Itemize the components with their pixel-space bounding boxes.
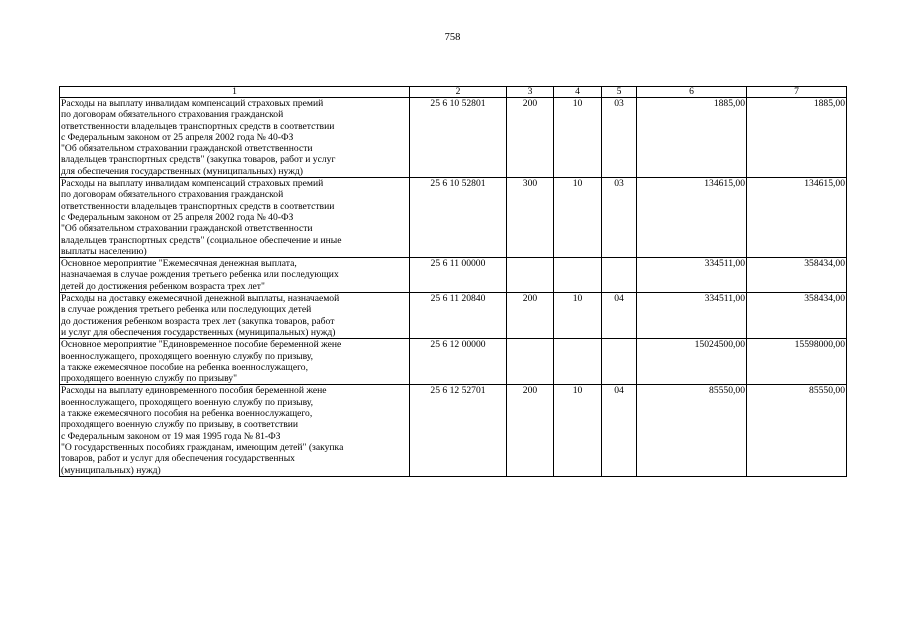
subsection-code: 04 [602,385,637,476]
description-line: в случае рождения третьего ребенка или последующих детей [61,304,312,316]
expense-description [60,178,410,258]
column-header-3: 3 [507,87,554,98]
amount-year-1: 334511,00 [637,293,747,339]
description-line: ответственности владельцев транспортных средств в соответствии [61,120,335,132]
amount-year-2: 1885,00 [747,98,847,178]
description-line: Расходы на выплату инвалидам компенсаций страховых премий [61,178,324,190]
section-code: 10 [554,293,602,339]
amount-year-2: 134615,00 [747,178,847,258]
description-line: товаров, работ и услуг для обеспечения государственных [61,453,295,465]
amount-year-1: 1885,00 [637,98,747,178]
description-line: владельцев транспортных средств" (социальное обеспечение и иные [61,234,342,246]
table-row [60,339,847,385]
expense-type-code [507,339,554,385]
table-row [60,178,847,258]
expense-description [60,339,410,385]
description-line: с Федеральным законом от 25 апреля 2002 года № 40-ФЗ [61,211,294,223]
expense-type-code: 200 [507,98,554,178]
page-number: 758 [444,32,461,43]
description-line: и услуг для обеспечения государственных (муниципальных) нужд) [61,326,336,338]
description-line: проходящего военную службу по призыву, в соответствии [61,419,299,431]
amount-year-1: 15024500,00 [637,339,747,385]
expense-description [60,258,410,293]
budget-classification-code: 25 6 12 00000 [410,339,507,385]
description-line: владельцев транспортных средств" (закупка товаров, работ и услуг [61,154,336,166]
description-line: по договорам обязательного страхования гражданской [61,109,284,121]
table-row [60,258,847,293]
budget-classification-code: 25 6 12 52701 [410,385,507,476]
description-line: а также ежемесячного пособия на ребенка военнослужащего, [61,408,313,420]
section-code [554,339,602,385]
amount-year-1: 85550,00 [637,385,747,476]
section-code: 10 [554,178,602,258]
amount-year-2: 85550,00 [747,385,847,476]
description-line: ответственности владельцев транспортных средств в соответствии [61,200,335,212]
subsection-code: 03 [602,98,637,178]
column-header-4: 4 [554,87,602,98]
amount-year-1: 334511,00 [637,258,747,293]
amount-year-2: 358434,00 [747,258,847,293]
table-body [60,98,847,477]
subsection-code [602,258,637,293]
table-row [60,98,847,178]
expense-description [60,385,410,476]
subsection-code: 03 [602,178,637,258]
header-row [60,87,847,98]
description-line: военнослужащего, проходящего военную службу по призыву, [61,396,314,408]
description-line: Расходы на выплату инвалидам компенсаций страховых премий [61,98,324,109]
description-line: "О государственных пособиях гражданам, имеющим детей" (закупка [61,441,344,453]
subsection-code: 04 [602,293,637,339]
table-header [60,87,847,98]
budget-classification-code: 25 6 11 20840 [410,293,507,339]
expense-description [60,293,410,339]
expense-description [60,98,410,178]
description-line: с Федеральным законом от 19 мая 1995 года № 81-ФЗ [61,430,281,442]
amount-year-1: 134615,00 [637,178,747,258]
description-line: Расходы на выплату единовременного пособия беременной жене [61,385,327,397]
expense-type-code: 200 [507,385,554,476]
description-line: для обеспечения государственных (муниципальных) нужд) [61,165,303,177]
description-line: "Об обязательном страховании гражданской ответственности [61,223,313,235]
description-line: с Федеральным законом от 25 апреля 2002 года № 40-ФЗ [61,131,294,143]
section-code: 10 [554,385,602,476]
amount-year-2: 358434,00 [747,293,847,339]
expense-type-code: 200 [507,293,554,339]
table-row [60,385,847,476]
description-line: выплаты населению) [61,245,147,257]
column-header-7: 7 [747,87,847,98]
description-line: назначаемая в случае рождения третьего ребенка или последующих [61,269,339,281]
column-header-5: 5 [602,87,637,98]
description-line: Основное мероприятие "Единовременное пособие беременной жене [61,339,342,351]
budget-classification-code: 25 6 11 00000 [410,258,507,293]
expense-type-code [507,258,554,293]
section-code: 10 [554,98,602,178]
amount-year-2: 15598000,00 [747,339,847,385]
budget-table [59,86,847,477]
description-line: детей до достижения ребенком возраста трех лет" [61,280,265,292]
column-header-1: 1 [60,87,410,98]
table-row [60,293,847,339]
description-line: по договорам обязательного страхования гражданской [61,189,284,201]
description-line: Расходы на доставку ежемесячной денежной выплаты, назначаемой [61,293,340,305]
subsection-code [602,339,637,385]
description-line: (муниципальных) нужд) [61,464,161,476]
column-header-6: 6 [637,87,747,98]
description-line: проходящего военную службу по призыву" [61,373,238,385]
description-line: Основное мероприятие "Ежемесячная денежная выплата, [61,258,297,270]
column-header-2: 2 [410,87,507,98]
description-line: а также ежемесячное пособие на ребенка военнослужащего, [61,361,308,373]
budget-classification-code: 25 6 10 52801 [410,178,507,258]
description-line: "Об обязательном страховании гражданской ответственности [61,143,313,155]
description-line: до достижения ребенком возраста трех лет (закупка товаров, работ [61,315,335,327]
budget-classification-code: 25 6 10 52801 [410,98,507,178]
section-code [554,258,602,293]
description-line: военнослужащего, проходящего военную службу по призыву, [61,350,314,362]
expense-type-code: 300 [507,178,554,258]
